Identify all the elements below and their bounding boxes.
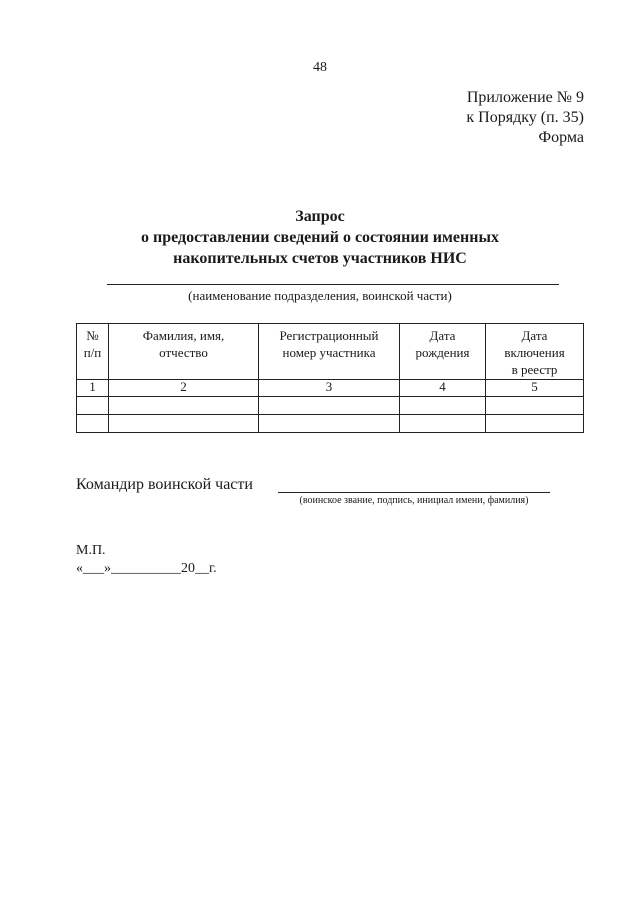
header-registration-number: Регистрационный номер участника	[259, 324, 400, 380]
table-cell[interactable]	[486, 397, 584, 415]
stamp-place-label: М.П.	[76, 543, 106, 558]
date-line: «___»__________20__г.	[76, 561, 217, 576]
table-cell[interactable]	[109, 415, 259, 433]
appendix-line-2: к Порядку (п. 35)	[466, 109, 584, 126]
table-cell[interactable]	[259, 415, 400, 433]
title-line-2: о предоставлении сведений о состоянии именных	[141, 229, 499, 246]
table-cell[interactable]	[77, 397, 109, 415]
header-birth-date: Дата рождения	[400, 324, 486, 380]
table-cell[interactable]	[400, 415, 486, 433]
header-row-number: № п/п	[77, 324, 109, 380]
commander-signature-caption: (воинское звание, подпись, инициал имени, фамилия)	[299, 495, 529, 506]
appendix-line-1: Приложение № 9	[466, 89, 584, 106]
header-full-name: Фамилия, имя, отчество	[109, 324, 259, 380]
table-cell: 4	[400, 380, 486, 397]
table-cell[interactable]	[400, 397, 486, 415]
column-number-row	[77, 380, 584, 397]
table-cell: 3	[259, 380, 400, 397]
table-cell[interactable]	[109, 397, 259, 415]
page-number: 48	[313, 60, 327, 75]
table-cell[interactable]	[77, 415, 109, 433]
appendix-block	[466, 88, 584, 148]
unit-name-caption: (наименование подразделения, воинской части)	[188, 288, 452, 303]
table-cell[interactable]	[486, 415, 584, 433]
unit-name-field-line	[107, 284, 559, 285]
table-header-row	[77, 324, 584, 380]
appendix-form-label: Форма	[538, 129, 584, 146]
table-cell[interactable]	[259, 397, 400, 415]
table-row	[77, 415, 584, 433]
commander-signature-line[interactable]	[278, 492, 550, 493]
commander-label: Командир воинской части	[76, 476, 253, 493]
participants-table	[76, 323, 584, 433]
table-cell: 1	[77, 380, 109, 397]
document-title	[0, 206, 640, 269]
table-row	[77, 397, 584, 415]
title-line-1: Запрос	[295, 208, 345, 225]
title-line-3: накопительных счетов участников НИС	[173, 250, 467, 267]
table-cell: 5	[486, 380, 584, 397]
table-cell: 2	[109, 380, 259, 397]
header-registry-date: Дата включения в реестр	[486, 324, 584, 380]
